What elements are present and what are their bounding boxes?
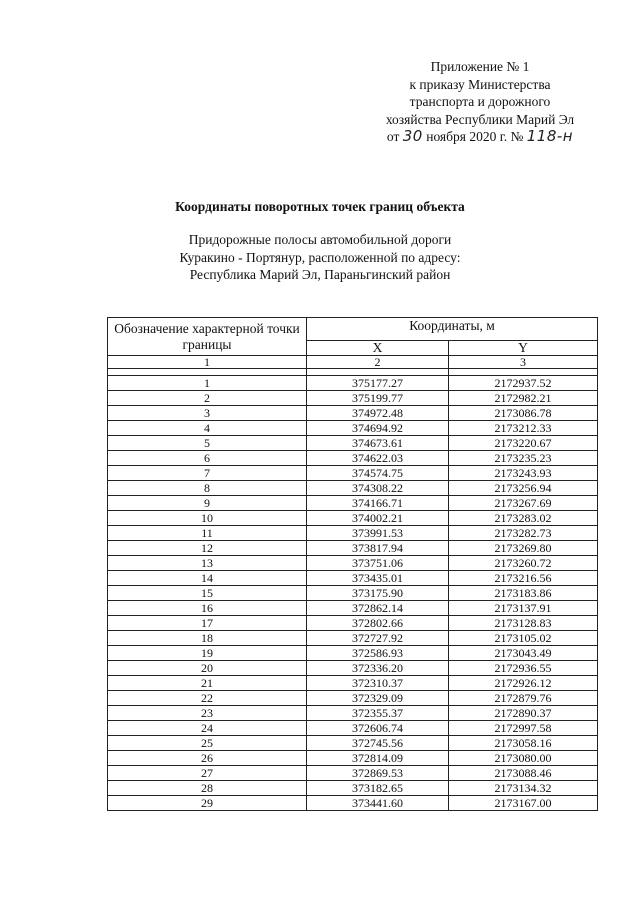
order-reference-line: к приказу Министерства <box>409 76 551 92</box>
x-coordinate-cell: 375177.27 <box>307 376 449 391</box>
x-coordinate-cell: 374622.03 <box>307 451 449 466</box>
table-row <box>108 496 598 511</box>
x-coordinate-cell: 372606.74 <box>307 721 449 736</box>
y-coordinate-cell: 2173243.93 <box>449 466 598 481</box>
y-coordinate-cell: 2173128.83 <box>449 616 598 631</box>
y-coordinate-cell: 2173167.00 <box>449 796 598 811</box>
x-coordinate-cell: 374002.21 <box>307 511 449 526</box>
table-row <box>108 751 598 766</box>
point-number-cell: 19 <box>108 646 307 661</box>
table-row <box>108 406 598 421</box>
table-row <box>108 436 598 451</box>
point-number-cell: 3 <box>108 406 307 421</box>
y-coordinate-cell: 2172982.21 <box>449 391 598 406</box>
point-number-cell: 23 <box>108 706 307 721</box>
point-number-cell: 10 <box>108 511 307 526</box>
appendix-header <box>350 58 610 146</box>
coordinates-body <box>108 376 598 811</box>
table-row <box>108 586 598 601</box>
table-row <box>108 661 598 676</box>
y-coordinate-cell: 2173269.80 <box>449 541 598 556</box>
y-coordinate-cell: 2172936.55 <box>449 661 598 676</box>
x-coordinate-cell: 372310.37 <box>307 676 449 691</box>
y-coordinate-cell: 2173216.56 <box>449 571 598 586</box>
subtitle-line-2: Куракино - Портянур, расположенной по адресу: <box>179 249 461 265</box>
point-number-cell: 16 <box>108 601 307 616</box>
point-number-cell: 18 <box>108 631 307 646</box>
y-coordinate-cell: 2173134.32 <box>449 781 598 796</box>
handwritten-day: 30 <box>402 127 423 145</box>
x-coordinate-cell: 372329.09 <box>307 691 449 706</box>
y-coordinate-cell: 2173256.94 <box>449 481 598 496</box>
y-coordinate-cell: 2172879.76 <box>449 691 598 706</box>
x-coordinate-cell: 373751.06 <box>307 556 449 571</box>
y-coordinate-cell: 2173267.69 <box>449 496 598 511</box>
point-number-cell: 12 <box>108 541 307 556</box>
table-row <box>108 571 598 586</box>
point-number-cell: 6 <box>108 451 307 466</box>
document-title: Координаты поворотных точек границ объекта <box>175 199 465 214</box>
table-row <box>108 766 598 781</box>
table-row <box>108 466 598 481</box>
table-row <box>108 556 598 571</box>
point-number-cell: 9 <box>108 496 307 511</box>
y-coordinate-cell: 2173080.00 <box>449 751 598 766</box>
table-row <box>108 481 598 496</box>
x-coordinate-cell: 373175.90 <box>307 586 449 601</box>
coordinates-table <box>107 317 598 811</box>
table-row <box>108 511 598 526</box>
point-number-cell: 26 <box>108 751 307 766</box>
x-coordinate-cell: 375199.77 <box>307 391 449 406</box>
table-row <box>108 796 598 811</box>
point-number-cell: 2 <box>108 391 307 406</box>
x-coordinate-cell: 373991.53 <box>307 526 449 541</box>
table-row <box>108 631 598 646</box>
date-rest: ноября 2020 г. № <box>426 129 524 144</box>
x-coordinate-cell: 374972.48 <box>307 406 449 421</box>
y-coordinate-cell: 2173105.02 <box>449 631 598 646</box>
table-row <box>108 676 598 691</box>
table-row <box>108 691 598 706</box>
point-number-cell: 1 <box>108 376 307 391</box>
point-number-cell: 29 <box>108 796 307 811</box>
point-number-cell: 13 <box>108 556 307 571</box>
x-coordinate-cell: 372862.14 <box>307 601 449 616</box>
point-number-cell: 28 <box>108 781 307 796</box>
x-coordinate-cell: 373817.94 <box>307 541 449 556</box>
x-coordinate-cell: 373182.65 <box>307 781 449 796</box>
col-number-3: 3 <box>449 356 598 369</box>
y-coordinate-cell: 2173043.49 <box>449 646 598 661</box>
x-header: X <box>307 341 449 356</box>
table-row <box>108 646 598 661</box>
coordinates-header: Координаты, м <box>307 318 598 341</box>
y-coordinate-cell: 2173283.02 <box>449 511 598 526</box>
point-number-cell: 27 <box>108 766 307 781</box>
point-number-cell: 14 <box>108 571 307 586</box>
x-coordinate-cell: 372745.56 <box>307 736 449 751</box>
y-coordinate-cell: 2172926.12 <box>449 676 598 691</box>
point-number-cell: 24 <box>108 721 307 736</box>
y-coordinate-cell: 2173220.67 <box>449 436 598 451</box>
x-coordinate-cell: 372802.66 <box>307 616 449 631</box>
y-coordinate-cell: 2173086.78 <box>449 406 598 421</box>
spacer-row <box>108 369 598 376</box>
point-number-cell: 17 <box>108 616 307 631</box>
y-coordinate-cell: 2173282.73 <box>449 526 598 541</box>
table-row <box>108 601 598 616</box>
point-number-cell: 20 <box>108 661 307 676</box>
x-coordinate-cell: 372355.37 <box>307 706 449 721</box>
x-coordinate-cell: 372814.09 <box>307 751 449 766</box>
x-coordinate-cell: 373441.60 <box>307 796 449 811</box>
y-coordinate-cell: 2173058.16 <box>449 736 598 751</box>
y-coordinate-cell: 2173183.86 <box>449 586 598 601</box>
table-row <box>108 721 598 736</box>
table-row <box>108 451 598 466</box>
table-row <box>108 616 598 631</box>
x-coordinate-cell: 372727.92 <box>307 631 449 646</box>
table-row <box>108 391 598 406</box>
y-coordinate-cell: 2173212.33 <box>449 421 598 436</box>
point-number-cell: 15 <box>108 586 307 601</box>
table-row <box>108 736 598 751</box>
point-number-cell: 8 <box>108 481 307 496</box>
y-coordinate-cell: 2173235.23 <box>449 451 598 466</box>
x-coordinate-cell: 374308.22 <box>307 481 449 496</box>
y-coordinate-cell: 2173260.72 <box>449 556 598 571</box>
x-coordinate-cell: 372869.53 <box>307 766 449 781</box>
point-number-cell: 7 <box>108 466 307 481</box>
handwritten-order-number: 118-н <box>526 127 574 145</box>
y-coordinate-cell: 2172937.52 <box>449 376 598 391</box>
table-row <box>108 706 598 721</box>
point-number-cell: 11 <box>108 526 307 541</box>
point-number-cell: 4 <box>108 421 307 436</box>
y-header: Y <box>449 341 598 356</box>
x-coordinate-cell: 374574.75 <box>307 466 449 481</box>
point-number-cell: 21 <box>108 676 307 691</box>
appendix-number: Приложение № 1 <box>430 59 530 74</box>
table-row <box>108 541 598 556</box>
subtitle-line-1: Придорожные полосы автомобильной дороги <box>188 232 452 247</box>
table-row <box>108 421 598 436</box>
ministry-line-2: хозяйства Республики Марий Эл <box>385 111 575 127</box>
x-coordinate-cell: 372336.20 <box>307 661 449 676</box>
y-coordinate-cell: 2173088.46 <box>449 766 598 781</box>
document-subtitle <box>0 231 640 284</box>
order-date-line <box>350 128 610 146</box>
x-coordinate-cell: 372586.93 <box>307 646 449 661</box>
point-number-cell: 22 <box>108 691 307 706</box>
point-number-cell: 25 <box>108 736 307 751</box>
col-number-1: 1 <box>108 356 307 369</box>
ministry-line-1: транспорта и дорожного <box>409 94 551 109</box>
col-number-2: 2 <box>307 356 449 369</box>
y-coordinate-cell: 2172890.37 <box>449 706 598 721</box>
date-prefix: от <box>386 129 400 144</box>
table-row <box>108 781 598 796</box>
x-coordinate-cell: 374673.61 <box>307 436 449 451</box>
x-coordinate-cell: 374694.92 <box>307 421 449 436</box>
subtitle-line-3: Республика Марий Эл, Параньгинский район <box>189 267 451 282</box>
y-coordinate-cell: 2173137.91 <box>449 601 598 616</box>
x-coordinate-cell: 373435.01 <box>307 571 449 586</box>
point-label-header: Обозначение характерной точки границы <box>108 318 307 356</box>
y-coordinate-cell: 2172997.58 <box>449 721 598 736</box>
table-row <box>108 376 598 391</box>
point-number-cell: 5 <box>108 436 307 451</box>
table-row <box>108 526 598 541</box>
x-coordinate-cell: 374166.71 <box>307 496 449 511</box>
